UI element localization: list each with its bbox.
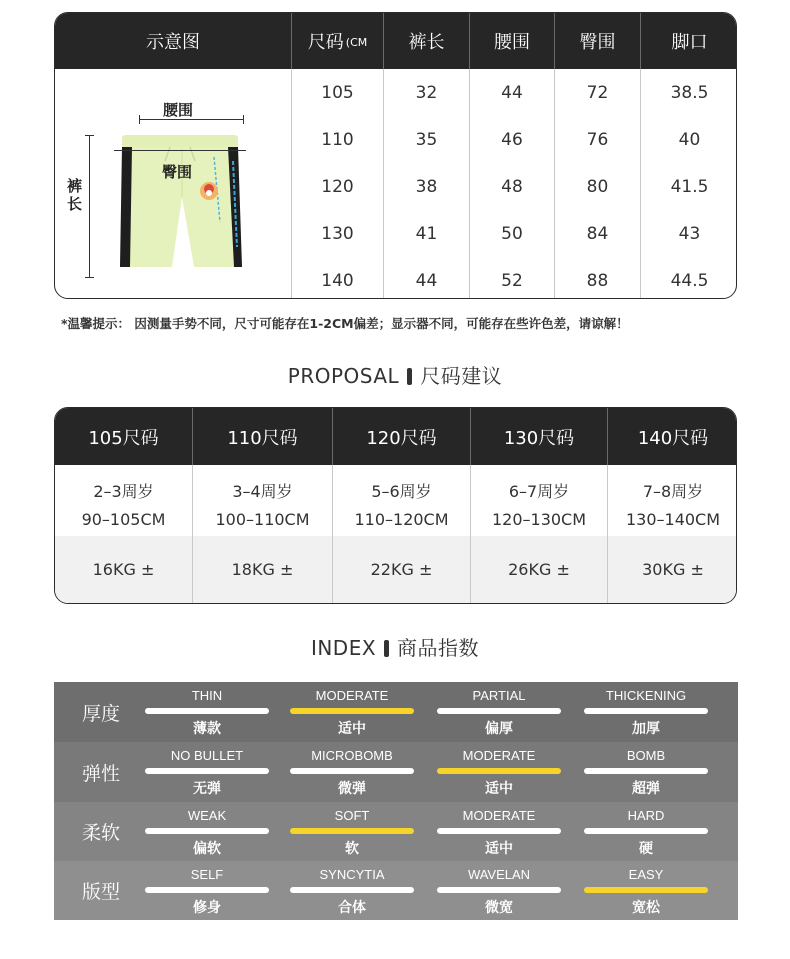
length-cell: 44 xyxy=(415,270,438,291)
index-option: EASY 宽松 xyxy=(584,861,708,920)
index-bar xyxy=(584,887,708,893)
header-length: 裤长 xyxy=(408,32,445,53)
index-bar xyxy=(145,768,269,774)
proposal-weight-row xyxy=(55,536,736,603)
index-bar xyxy=(437,768,561,774)
proposal-header xyxy=(55,408,736,465)
length-cell: 35 xyxy=(415,129,438,150)
title-divider xyxy=(407,368,412,385)
index-row-elasticity xyxy=(54,742,738,802)
index-bar xyxy=(290,768,414,774)
hip-cell: 76 xyxy=(586,129,609,150)
measurement-note: *温馨提示： 因测量手势不同，尺寸可能存在1-2CM偏差；显示器不同，可能存在些许色差，请谅解！ xyxy=(61,316,629,331)
index-bar xyxy=(584,708,708,714)
hip-cell: 84 xyxy=(586,223,609,244)
header-waist: 腰围 xyxy=(494,32,530,53)
index-option: SYNCYTIA 合体 xyxy=(290,861,414,920)
header-diagram: 示意图 xyxy=(146,32,200,53)
index-bar xyxy=(290,887,414,893)
index-bar xyxy=(437,708,561,714)
index-bar xyxy=(145,887,269,893)
index-row-label: 厚度 xyxy=(81,702,120,725)
index-row-label: 柔软 xyxy=(81,822,120,844)
index-option: SELF 修身 xyxy=(145,861,269,920)
proposal-age-cell: 2–3周岁 90–105CM xyxy=(81,482,166,529)
index-row-label: 版型 xyxy=(81,881,120,903)
index-bar xyxy=(437,828,561,834)
index-option: SOFT 软 xyxy=(290,802,414,861)
index-option: BOMB 超弹 xyxy=(584,742,708,802)
proposal-table xyxy=(54,407,737,604)
index-option: THIN 薄款 xyxy=(145,682,269,742)
waist-measure-tick-left xyxy=(139,115,140,124)
proposal-age-cell: 6–7周岁 120–130CM xyxy=(491,482,587,529)
proposal-weight-cell: 18KG ± xyxy=(231,560,294,579)
index-option: WEAK 偏软 xyxy=(145,802,269,861)
size-cell: 130 xyxy=(321,223,354,244)
index-option: HARD 硬 xyxy=(584,802,708,861)
index-option: MODERATE 适中 xyxy=(437,742,561,802)
proposal-title: PROPOSAL 尺码建议 xyxy=(287,364,503,388)
index-option: MODERATE 适中 xyxy=(437,802,561,861)
proposal-size-header: 110尺码 xyxy=(227,427,298,449)
length-column xyxy=(383,69,469,298)
size-table-body xyxy=(55,69,736,298)
index-bar xyxy=(290,828,414,834)
index-bar xyxy=(437,887,561,893)
index-bar xyxy=(584,768,708,774)
index-bar xyxy=(145,828,269,834)
size-table xyxy=(54,12,737,299)
waist-label: 腰围 xyxy=(163,101,194,119)
proposal-age-row xyxy=(55,465,736,536)
length-label: 裤长 xyxy=(67,177,83,213)
proposal-size-header: 130尺码 xyxy=(503,427,575,449)
index-bar xyxy=(145,708,269,714)
title-divider xyxy=(384,640,389,657)
proposal-weight-cell: 30KG ± xyxy=(642,560,704,579)
waist-cell: 48 xyxy=(501,176,523,197)
hip-cell: 72 xyxy=(586,82,609,103)
hem-cell: 44.5 xyxy=(670,270,709,291)
proposal-weight-cell: 16KG ± xyxy=(92,560,155,579)
length-measure-line xyxy=(89,135,90,277)
length-measure-tick-top xyxy=(85,135,94,136)
hip-measure-line xyxy=(114,150,246,151)
size-cell: 105 xyxy=(321,82,354,103)
proposal-weight-cell: 22KG ± xyxy=(370,560,433,579)
hem-cell: 38.5 xyxy=(670,82,709,103)
index-option: THICKENING 加厚 xyxy=(584,682,708,742)
waist-measure-tick-right xyxy=(243,115,244,124)
waist-column xyxy=(469,69,554,298)
proposal-size-header: 120尺码 xyxy=(366,427,437,449)
waist-cell: 46 xyxy=(501,129,523,150)
proposal-age-cell: 3–4周岁 100–110CM xyxy=(215,482,310,529)
hem-cell: 40 xyxy=(678,129,701,150)
size-table-header xyxy=(55,13,736,69)
hem-column xyxy=(640,69,737,298)
header-size: 尺码 (CM xyxy=(307,32,368,53)
hip-column xyxy=(554,69,640,298)
hem-cell: 43 xyxy=(678,223,701,244)
index-table xyxy=(54,682,738,920)
index-option: MICROBOMB 微弹 xyxy=(290,742,414,802)
index-row-fit xyxy=(54,861,738,920)
index-title: INDEX 商品指数 xyxy=(310,636,480,660)
index-bar xyxy=(290,708,414,714)
index-option: MODERATE 适中 xyxy=(290,682,414,742)
hem-cell: 41.5 xyxy=(670,176,709,197)
length-cell: 38 xyxy=(415,176,438,197)
proposal-size-header: 105尺码 xyxy=(88,427,159,449)
proposal-weight-cell: 26KG ± xyxy=(508,560,570,579)
hip-label: 臀围 xyxy=(162,163,193,181)
proposal-age-cell: 7–8周岁 130–140CM xyxy=(625,482,721,529)
index-row-thickness xyxy=(54,682,738,742)
hip-cell: 88 xyxy=(586,270,609,291)
length-measure-tick-bottom xyxy=(85,277,94,278)
index-row-label: 弹性 xyxy=(81,762,120,785)
diagram-cell xyxy=(55,69,291,298)
unit-label: (CM xyxy=(345,36,368,49)
length-cell: 32 xyxy=(415,82,438,103)
hip-cell: 80 xyxy=(586,176,609,197)
waist-cell: 50 xyxy=(501,223,523,244)
index-row-softness xyxy=(54,802,738,861)
index-option: PARTIAL 偏厚 xyxy=(437,682,561,742)
proposal-age-cell: 5–6周岁 110–120CM xyxy=(354,482,449,529)
shorts-diagram xyxy=(55,69,291,298)
length-cell: 41 xyxy=(415,223,438,244)
waist-cell: 52 xyxy=(501,270,523,291)
size-cell: 140 xyxy=(321,270,354,291)
size-column xyxy=(291,69,383,298)
header-hip: 臀围 xyxy=(579,32,616,53)
header-hem: 脚口 xyxy=(671,32,708,53)
index-bar xyxy=(584,828,708,834)
size-cell: 110 xyxy=(321,129,354,150)
index-option: NO BULLET 无弹 xyxy=(145,742,269,802)
waist-cell: 44 xyxy=(501,82,523,103)
size-cell: 120 xyxy=(321,176,354,197)
proposal-size-header: 140尺码 xyxy=(637,427,709,449)
index-option: WAVELAN 微宽 xyxy=(437,861,561,920)
